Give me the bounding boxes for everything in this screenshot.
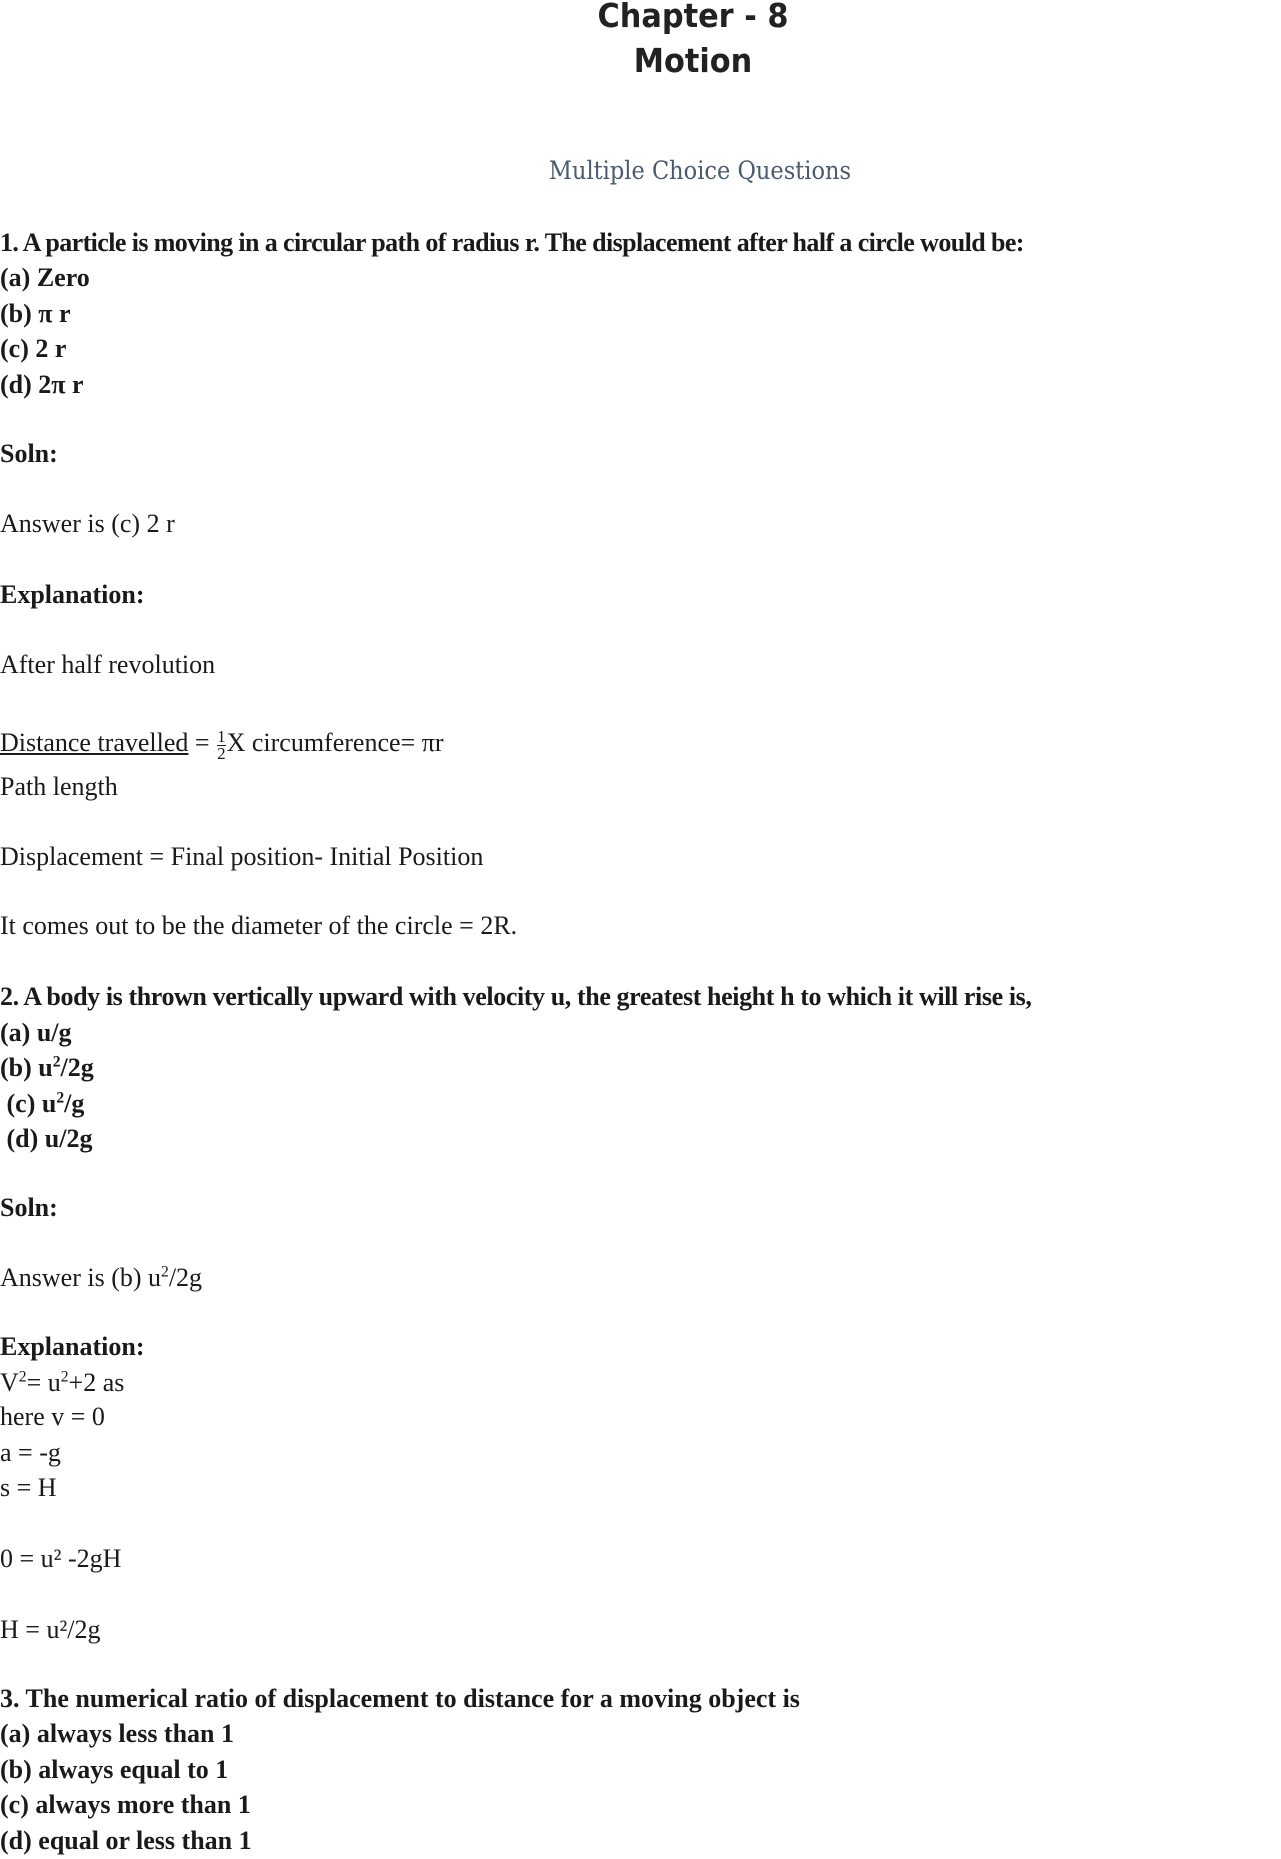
q3-option-b: (b) always equal to 1 (0, 1755, 229, 1784)
question-3: 3. The numerical ratio of displacement to distance for a moving object is (0, 1684, 800, 1713)
q1-explanation-label: Explanation: (0, 580, 145, 609)
text: (c) u (0, 1089, 57, 1118)
q2-option-a (0, 1015, 72, 1051)
text: (d) u/2g (0, 1124, 93, 1153)
q2-option-d (0, 1121, 92, 1157)
text: (b) u (0, 1053, 53, 1082)
q2-line: s = H (0, 1473, 57, 1502)
q1-displacement: Displacement = Final position- Initial Position (0, 842, 484, 871)
q2-line: a = -g (0, 1438, 61, 1467)
q1-explanation-line: After half revolution (0, 650, 216, 679)
text: /2g (60, 1053, 94, 1082)
text: +2 as (68, 1368, 125, 1397)
superscript: 2 (60, 1368, 69, 1386)
topic-title: Motion (633, 41, 753, 80)
q2-equation (0, 1365, 124, 1401)
q1-diameter: It comes out to be the diameter of the circle = 2R. (0, 911, 518, 940)
fraction-half (217, 726, 226, 763)
text: Answer is (b) u (0, 1263, 162, 1292)
question-1: 1. A particle is moving in a circular path of radius r. The displacement after half a circle would be: (0, 228, 1024, 257)
question-2: 2. A body is thrown vertically upward with velocity u, the greatest height h to which it will rise is, (0, 982, 1032, 1011)
q1-distance-formula (0, 725, 443, 762)
q3-option-a: (a) always less than 1 (0, 1719, 235, 1748)
numerator: 1 (217, 726, 226, 746)
text: /2g (168, 1263, 203, 1292)
q2-soln-label: Soln: (0, 1193, 58, 1222)
q2-explanation-label: Explanation: (0, 1332, 145, 1361)
q1-option-b: (b) π r (0, 299, 71, 328)
superscript: 2 (18, 1368, 27, 1386)
distance-rest: X circumference= πr (226, 728, 444, 757)
text: V (0, 1368, 19, 1397)
text: = u (26, 1368, 61, 1397)
q2-line: 0 = u² -2gH (0, 1544, 122, 1573)
q1-soln-label: Soln: (0, 439, 58, 468)
text: /g (64, 1089, 85, 1118)
q1-answer: Answer is (c) 2 r (0, 509, 175, 538)
distance-label: Distance travelled (0, 728, 189, 757)
q2-answer (0, 1260, 202, 1296)
superscript: 2 (52, 1053, 61, 1071)
superscript: 2 (161, 1263, 169, 1281)
q1-path-length: Path length (0, 772, 118, 801)
chapter-title: Chapter - 8 (597, 0, 789, 35)
denominator: 2 (217, 743, 226, 763)
text: (a) u/g (0, 1018, 72, 1047)
q2-line: H = u²/2g (0, 1615, 101, 1644)
q2-option-c (0, 1086, 84, 1122)
q3-option-d: (d) equal or less than 1 (0, 1826, 252, 1855)
q1-option-c: (c) 2 r (0, 334, 67, 363)
q2-option-b (0, 1050, 94, 1086)
q1-option-a: (a) Zero (0, 263, 90, 292)
q2-line: here v = 0 (0, 1402, 105, 1431)
superscript: 2 (56, 1089, 65, 1107)
q1-option-d: (d) 2π r (0, 370, 84, 399)
equals: = (188, 728, 217, 757)
section-heading: Multiple Choice Questions (548, 156, 852, 185)
q3-option-c: (c) always more than 1 (0, 1790, 251, 1819)
